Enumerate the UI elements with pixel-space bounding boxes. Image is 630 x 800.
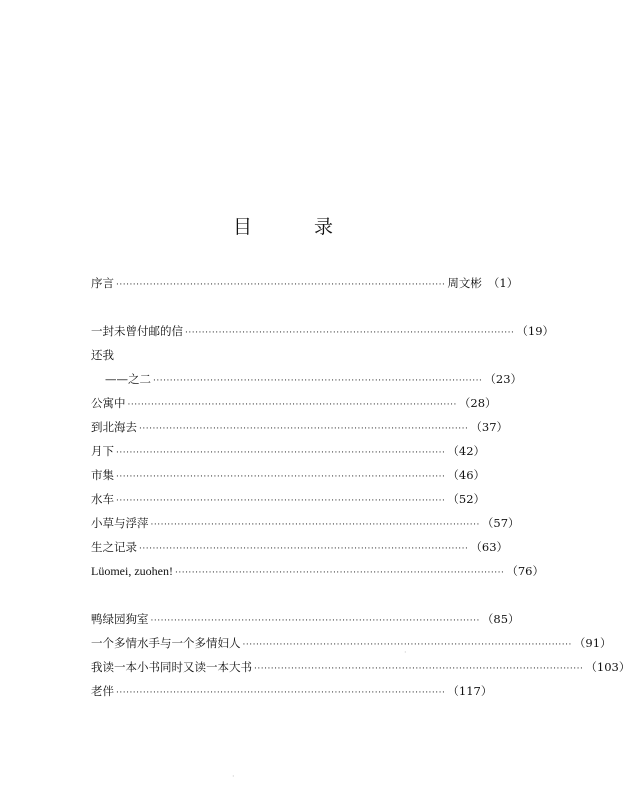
- toc-entry-title: 一个多情水手与一个多情妇人: [91, 636, 241, 650]
- dot-leader: ··································································································: [116, 280, 446, 290]
- dot-leader: ··································································································: [174, 568, 505, 578]
- toc-entry: [91, 489, 486, 509]
- toc-entry-sub: [91, 369, 523, 389]
- dot-leader: ··································································································: [127, 400, 457, 410]
- toc-entry: [91, 657, 630, 677]
- toc-entry-title: 生之记录: [91, 540, 137, 554]
- toc-entry-page: （42）: [447, 444, 486, 458]
- dot-leader: ··································································································: [116, 688, 446, 698]
- toc-entry: [91, 393, 497, 413]
- toc-entry-title: 我读一本小书同时又读一本大书: [91, 660, 252, 674]
- dot-leader: ··································································································: [242, 640, 572, 650]
- toc-entry: [91, 321, 555, 341]
- toc-entry-title: 小草与浮萍: [91, 516, 149, 530]
- toc-entry-page: （85）: [481, 612, 520, 626]
- toc-entry: [91, 681, 493, 701]
- toc-entry-title: 序言: [91, 276, 114, 290]
- toc-entry-title: 公寓中: [91, 396, 126, 410]
- toc-entry: [91, 561, 544, 581]
- scan-mark: ·: [232, 772, 235, 781]
- dot-leader: ··································································································: [116, 448, 446, 458]
- toc-entry-page: （63）: [470, 540, 509, 554]
- toc-entry: [91, 441, 486, 461]
- toc-entry-page: （37）: [470, 420, 509, 434]
- toc-entry: [91, 465, 486, 485]
- toc-entry-author: 周文彬: [447, 276, 482, 290]
- dot-leader: ··································································································: [153, 376, 483, 386]
- dot-leader: ··································································································: [150, 520, 480, 530]
- toc-entry-page: （76）: [506, 564, 544, 578]
- page-title: 目 录: [232, 216, 362, 238]
- dot-leader: ··································································································: [185, 328, 515, 338]
- toc-entry-title: 市集: [91, 468, 114, 482]
- toc-entry-page: （28）: [458, 396, 497, 410]
- dot-leader: ··································································································: [116, 496, 446, 506]
- toc-entry-page: （46）: [447, 468, 486, 482]
- toc-entry-page: （52）: [447, 492, 486, 506]
- toc-entry-page: （23）: [484, 372, 523, 386]
- toc-entry-title: 月下: [91, 444, 114, 458]
- toc-entry: [91, 513, 520, 533]
- toc-entry: [91, 537, 509, 557]
- toc-entry: [91, 345, 454, 365]
- dot-leader: ··································································································: [150, 616, 480, 626]
- dot-leader: ··································································································: [139, 544, 469, 554]
- dot-leader: ··································································································: [116, 472, 446, 482]
- toc-entry-title: 一封未曾付邮的信: [91, 324, 183, 338]
- toc-entry-title: 还我: [91, 348, 114, 362]
- toc-entry-title: Lüomei, zuohen!: [91, 564, 173, 578]
- dot-leader: ··································································································: [139, 424, 469, 434]
- toc-entry-title: ——之二: [105, 372, 151, 386]
- toc-entry-page: （117）: [447, 684, 493, 698]
- toc-entry-title: 到北海去: [91, 420, 137, 434]
- scan-mark: ·: [404, 648, 407, 657]
- toc-entry: [91, 609, 520, 629]
- toc-entry-page: （103）: [585, 660, 630, 674]
- toc-entry: [91, 417, 509, 437]
- toc-entry-title: 鸭绿园狗室: [91, 612, 149, 626]
- toc-entry-page: （91）: [573, 636, 612, 650]
- toc-entry-title: 老伴: [91, 684, 114, 698]
- toc-entry-page: （1）: [487, 276, 519, 290]
- toc-entry-page: （57）: [481, 516, 520, 530]
- dot-leader: ··································································································: [254, 664, 584, 674]
- toc-entry-preface: [91, 273, 519, 293]
- toc-entry-page: （19）: [516, 324, 555, 338]
- toc-entry: [91, 633, 612, 653]
- toc-entry-title: 水车: [91, 492, 114, 506]
